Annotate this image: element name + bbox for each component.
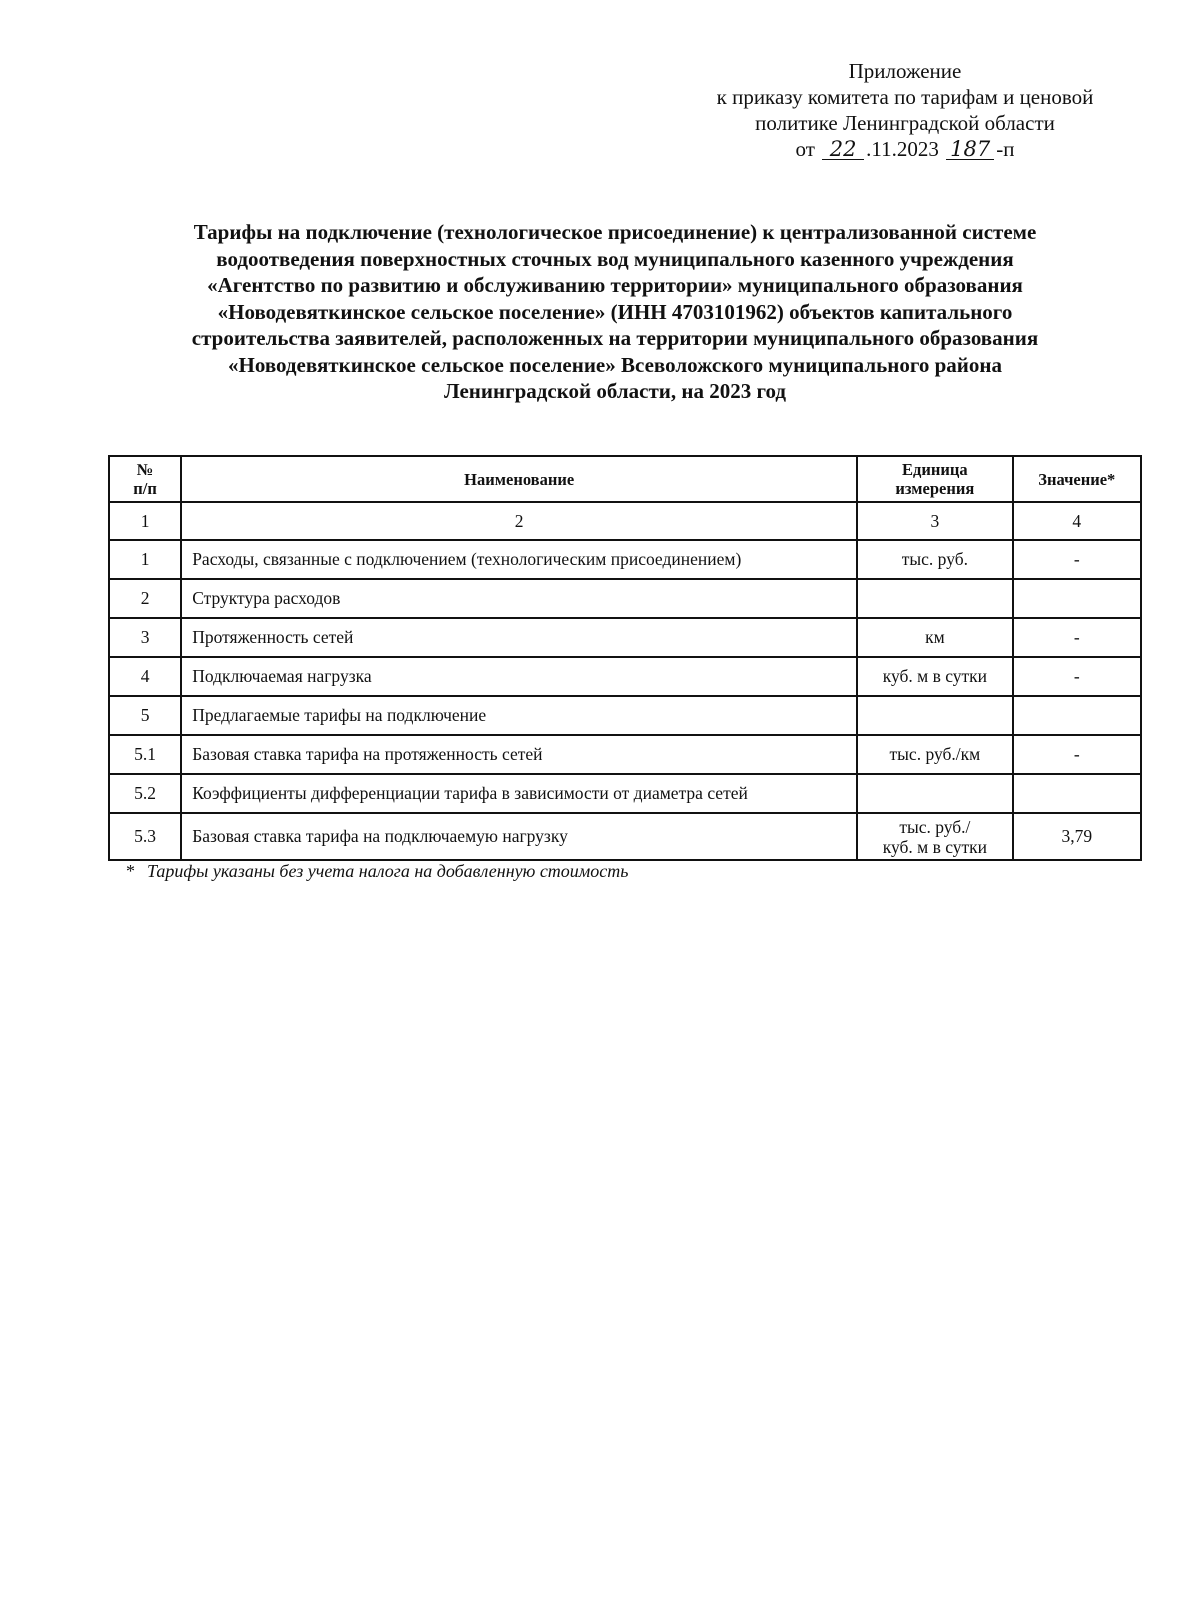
header-value: Значение* [1013, 456, 1141, 502]
title-line: «Агентство по развитию и обслуживанию территории» муниципального образования [207, 273, 1023, 297]
header-num-line2: п/п [133, 479, 157, 498]
date-prefix: от [795, 137, 815, 161]
row-value [1013, 696, 1141, 735]
footnote [126, 861, 628, 882]
row-name: Протяженность сетей [181, 618, 857, 657]
table-row [109, 657, 1141, 696]
row-unit [857, 579, 1012, 618]
row-name: Структура расходов [181, 579, 857, 618]
row-unit: км [857, 618, 1012, 657]
date-rest: .11.2023 [866, 137, 939, 161]
row-num: 5.1 [109, 735, 181, 774]
table-header-row [109, 456, 1141, 502]
title-line: водоотведения поверхностных сточных вод муниципального казенного учреждения [216, 246, 1014, 271]
index-cell: 1 [109, 502, 181, 540]
header-num [109, 456, 181, 502]
row-value: - [1013, 735, 1141, 774]
row-unit-line2: куб. м в сутки [882, 836, 988, 857]
tariffs-table [108, 455, 1142, 861]
row-value: - [1013, 657, 1141, 696]
index-cell: 3 [857, 502, 1012, 540]
appendix-committee: политике Ленинградской области [755, 111, 1055, 135]
order-suffix: -п [996, 137, 1015, 161]
row-unit: тыс. руб./км [857, 735, 1012, 774]
header-unit-line2: измерения [895, 479, 975, 498]
appendix-date-line [660, 136, 1150, 162]
row-unit [857, 813, 1012, 860]
row-num: 4 [109, 657, 181, 696]
row-name: Базовая ставка тарифа на протяженность сетей [181, 735, 857, 774]
row-name: Коэффициенты дифференциации тарифа в зависимости от диаметра сетей [181, 774, 857, 813]
row-num: 5.3 [109, 813, 181, 860]
row-value: - [1013, 540, 1141, 579]
row-value: - [1013, 618, 1141, 657]
row-unit-line1: тыс. руб./ [899, 816, 971, 837]
title-line: Тарифы на подключение (технологическое присоединение) к централизованной системе [193, 220, 1037, 244]
row-num: 5 [109, 696, 181, 735]
table-row [109, 774, 1141, 813]
row-unit: тыс. руб. [857, 540, 1012, 579]
row-value [1013, 774, 1141, 813]
table-row [109, 579, 1141, 618]
row-unit: куб. м в сутки [857, 657, 1012, 696]
title-line: строительства заявителей, расположенных на территории муниципального образования [191, 326, 1039, 350]
footnote-text: Тарифы указаны без учета налога на добавленную стоимость [147, 861, 629, 881]
row-num: 5.2 [109, 774, 181, 813]
row-unit [857, 696, 1012, 735]
row-num: 2 [109, 579, 181, 618]
table-row [109, 540, 1141, 579]
row-value [1013, 579, 1141, 618]
row-num: 1 [109, 540, 181, 579]
table-index-row [109, 502, 1141, 540]
footnote-star: * [126, 861, 135, 881]
handwritten-day: 22 [822, 139, 864, 160]
table-row [109, 813, 1141, 860]
row-name: Базовая ставка тарифа на подключаемую нагрузку [181, 813, 857, 860]
title-line: «Новодевяткинское сельское поселение» Всеволожского муниципального района [228, 352, 1002, 377]
index-cell: 2 [181, 502, 857, 540]
index-cell: 4 [1013, 502, 1141, 540]
row-name: Расходы, связанные с подключением (технологическим присоединением) [181, 540, 857, 579]
table-row [109, 618, 1141, 657]
title-line: «Новодевяткинское сельское поселение» (ИНН 4703101962) объектов капитального [217, 299, 1013, 324]
table-row [109, 696, 1141, 735]
appendix-order-ref: к приказу комитета по тарифам и ценовой [716, 85, 1094, 109]
header-name: Наименование [181, 456, 857, 502]
row-unit [857, 774, 1012, 813]
row-name: Предлагаемые тарифы на подключение [181, 696, 857, 735]
header-num-line1: № [136, 460, 154, 479]
header-unit [857, 456, 1012, 502]
row-num: 3 [109, 618, 181, 657]
header-unit-line1: Единица [902, 460, 968, 479]
row-value: 3,79 [1013, 813, 1141, 860]
document-title [120, 219, 1110, 405]
title-line: Ленинградской области, на 2023 год [443, 379, 787, 403]
row-name: Подключаемая нагрузка [181, 657, 857, 696]
handwritten-order-number: 187 [946, 139, 994, 160]
table-row [109, 735, 1141, 774]
appendix-heading: Приложение [848, 59, 962, 83]
appendix-block [660, 58, 1150, 162]
